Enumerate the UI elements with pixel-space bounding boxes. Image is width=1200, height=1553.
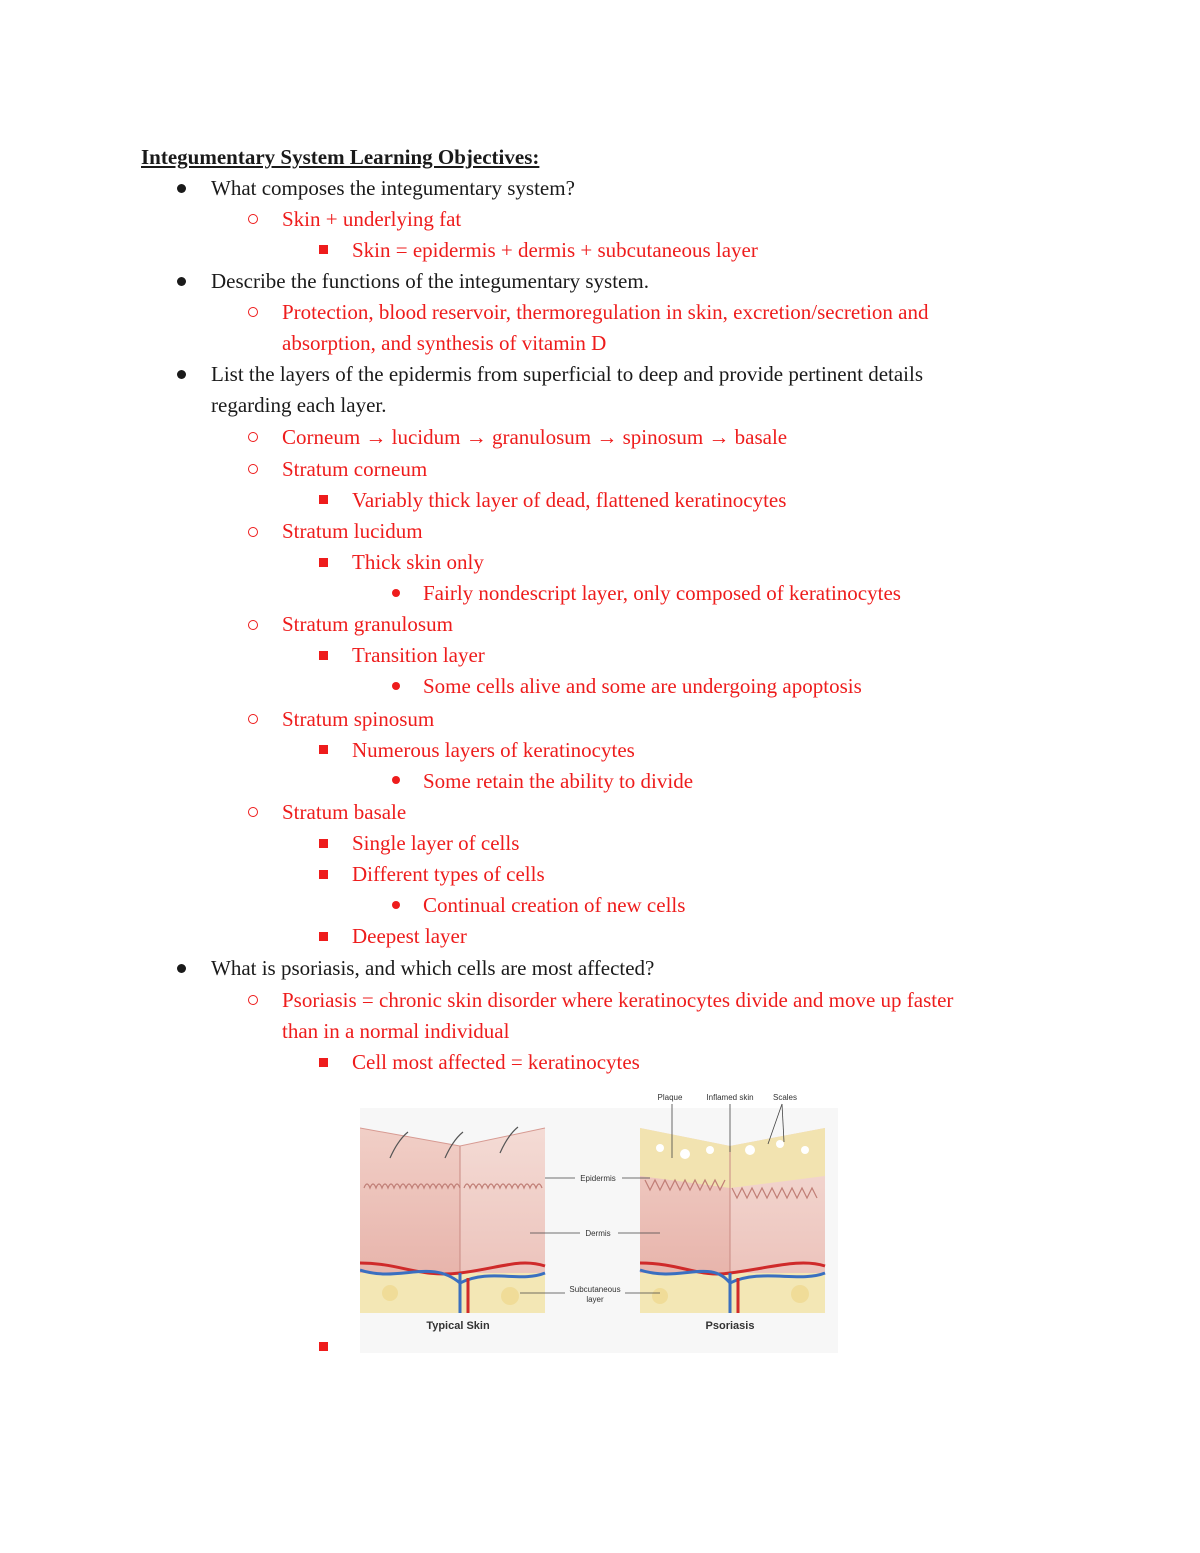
answer-line: Psoriasis = chronic skin disorder where keratinocytes divide and move up faster [282, 988, 954, 1012]
answer-line: than in a normal individual [282, 1019, 510, 1043]
bullet-square [319, 870, 328, 879]
bullet-disc [177, 370, 186, 379]
answer-line: Different types of cells [352, 862, 545, 886]
answer-line: Stratum granulosum [282, 612, 453, 636]
label-plaque: Plaque [657, 1093, 683, 1102]
question-2: Describe the functions of the integumentary system. [211, 269, 649, 293]
bullet-dot [392, 589, 400, 597]
bullet-circle [248, 620, 258, 630]
bullet-square [319, 245, 328, 254]
bullet-disc [177, 184, 186, 193]
answer-line: Transition layer [352, 643, 485, 667]
answer-line: Numerous layers of keratinocytes [352, 738, 635, 762]
answer-line: Fairly nondescript layer, only composed of keratinocytes [423, 581, 901, 605]
typical-skin-block [360, 1127, 545, 1313]
answer-line: Skin + underlying fat [282, 207, 462, 231]
label-scales: Scales [772, 1093, 798, 1102]
answer-line: Stratum basale [282, 800, 407, 824]
answer-line: Protection, blood reservoir, thermoregulation in skin, excretion/secretion and [282, 300, 929, 324]
question-1: What composes the integumentary system? [211, 176, 575, 200]
answer-line: Thick skin only [352, 550, 484, 574]
answer-line: Some retain the ability to divide [423, 769, 694, 793]
bullet-dot [392, 776, 400, 784]
bullet-square [319, 495, 328, 504]
answer-line: Deepest layer [352, 924, 467, 948]
caption-typical-skin: Typical Skin [426, 1320, 490, 1332]
answer-line: Skin = epidermis + dermis + subcutaneous layer [352, 238, 758, 262]
bullet-dot [392, 901, 400, 909]
bullet-square [319, 558, 328, 567]
question-3-cont: regarding each layer. [211, 393, 387, 417]
bullet-square [319, 932, 328, 941]
label-inflamed-skin: Inflamed skin [706, 1093, 754, 1102]
bullet-square [319, 745, 328, 754]
bullet-circle [248, 714, 258, 724]
bullet-square [319, 651, 328, 660]
answer-line: Stratum lucidum [282, 519, 423, 543]
bullet-circle [248, 995, 258, 1005]
psoriasis-diagram [360, 1088, 838, 1353]
bullet-circle [248, 527, 258, 537]
bullet-square [319, 839, 328, 848]
answer-line: Variably thick layer of dead, flattened keratinocytes [352, 488, 787, 512]
answer-line: Stratum corneum [282, 457, 428, 481]
answer-line: Stratum spinosum [282, 707, 435, 731]
caption-psoriasis: Psoriasis [705, 1320, 755, 1332]
label-subcutaneous: Subcutaneous [569, 1285, 621, 1294]
question-4: What is psoriasis, and which cells are most affected? [211, 956, 655, 980]
label-dermis: Dermis [585, 1229, 611, 1238]
psoriasis-skin-block [640, 1128, 825, 1313]
answer-line: Corneum → lucidum → granulosum → spinosum → basale [282, 425, 788, 449]
bullet-circle [248, 307, 258, 317]
bullet-circle [248, 214, 258, 224]
label-epidermis: Epidermis [580, 1174, 616, 1183]
bullet-square [319, 1058, 328, 1067]
answer-line: Cell most affected = keratinocytes [352, 1050, 640, 1074]
bullet-circle [248, 464, 258, 474]
bullet-disc [177, 277, 186, 286]
bullet-circle [248, 807, 258, 817]
bullet-circle [248, 432, 258, 442]
answer-line: Continual creation of new cells [423, 893, 686, 917]
bullet-disc [177, 964, 186, 973]
question-3: List the layers of the epidermis from superficial to deep and provide pertinent details [211, 362, 924, 386]
answer-line: Single layer of cells [352, 831, 520, 855]
document-title: Integumentary System Learning Objectives: [141, 145, 540, 169]
answer-line: absorption, and synthesis of vitamin D [282, 331, 607, 355]
answer-line: Some cells alive and some are undergoing apoptosis [423, 674, 862, 698]
bullet-dot [392, 682, 400, 690]
bullet-square [319, 1342, 328, 1351]
label-subcutaneous-layer: layer [586, 1295, 604, 1304]
